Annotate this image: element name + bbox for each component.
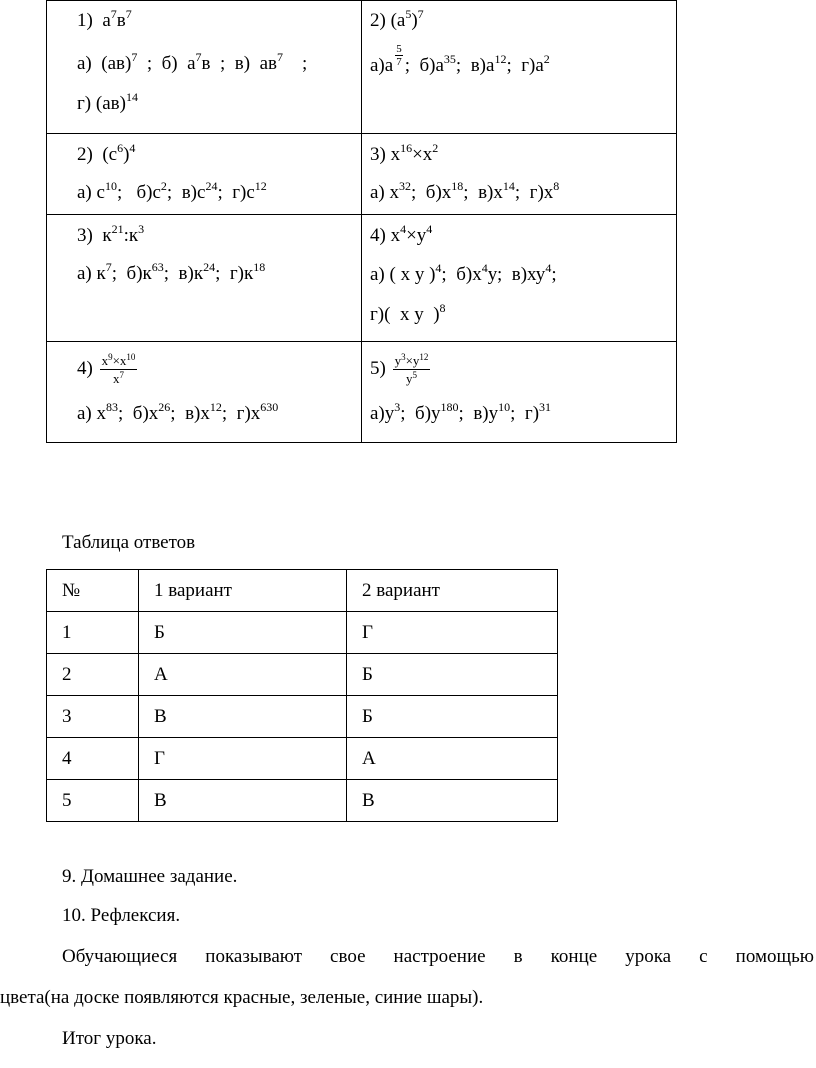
task-cell bbox=[362, 342, 677, 443]
table-row bbox=[47, 738, 558, 780]
task-cell bbox=[47, 215, 362, 342]
cell-variant-2: В bbox=[347, 780, 558, 822]
table-row bbox=[47, 654, 558, 696]
task-cell bbox=[47, 134, 362, 215]
task-row bbox=[47, 134, 677, 215]
task-row bbox=[47, 342, 677, 443]
task-table bbox=[46, 0, 677, 443]
task-cell bbox=[362, 134, 677, 215]
task-cell bbox=[362, 1, 677, 134]
reflection-text-line-2: цвета(на доске появляются красные, зеленые, синие шары). bbox=[0, 987, 484, 1008]
task-options: а) (ав)$^7$ ; б) $а^7в$ ; в) $ав^7$ ; bbox=[77, 49, 308, 74]
column-header-variant-2: 2 вариант bbox=[347, 570, 558, 612]
homework-heading: 9. Домашнее задание. bbox=[62, 866, 238, 887]
cell-number: 5 bbox=[47, 780, 139, 822]
table-header-row bbox=[47, 570, 558, 612]
task-cell bbox=[47, 342, 362, 443]
fraction: $\frac{5}{7}$ bbox=[396, 43, 402, 68]
task-question: 1) $а^7в^7$ bbox=[77, 6, 132, 31]
task-cell bbox=[362, 215, 677, 342]
column-header-variant-1: 1 вариант bbox=[139, 570, 347, 612]
task-options: $а)у^3$; $б)у^{180}$; $в)у^{10}$; г)$^{31}$ bbox=[370, 399, 552, 424]
cell-variant-2: Б bbox=[347, 696, 558, 738]
cell-number: 4 bbox=[47, 738, 139, 780]
reflection-text-line-1: Обучающиеся показывают свое настроение в конце урока с помощью bbox=[62, 946, 814, 967]
fraction: $\frac{у^3\times у^{12}}{у^5}$ bbox=[394, 351, 429, 387]
cell-variant-1: В bbox=[139, 780, 347, 822]
task-options: а) $х^{32}$; $б)х^{18}$; $в)х^{14}$; $г)х^8$ bbox=[370, 178, 560, 203]
task-row bbox=[47, 1, 677, 134]
table-row bbox=[47, 780, 558, 822]
cell-variant-1: В bbox=[139, 696, 347, 738]
cell-variant-1: Б bbox=[139, 612, 347, 654]
task-options: а) $х^{83}$; $б)х^{26}$; $в)х^{12}$; $г)х^{630}$ bbox=[77, 399, 279, 424]
task-options: г)( х у )$^8$ bbox=[370, 300, 446, 325]
lesson-summary: Итог урока. bbox=[62, 1028, 157, 1049]
task-options: а) $с^{10}$; $б)с^2$; $в)с^{24}$; $г)с^{12}$ bbox=[77, 178, 267, 203]
table-row bbox=[47, 696, 558, 738]
task-options: г) (ав)$^{14}$ bbox=[77, 89, 138, 114]
task-question: 4) $х^4\times у^4$ bbox=[370, 221, 433, 246]
task-options: а) ( х у )$^4$; $б)х^4у$; $в)ху^4$; bbox=[370, 260, 557, 285]
reflection-heading: 10. Рефлексия. bbox=[62, 905, 181, 926]
cell-number: 3 bbox=[47, 696, 139, 738]
cell-number: 1 bbox=[47, 612, 139, 654]
cell-variant-1: Г bbox=[139, 738, 347, 780]
task-question: 3) $х^{16}\times х^2$ bbox=[370, 140, 439, 165]
task-cell bbox=[47, 1, 362, 134]
task-options: а) $к^7$; $б)к^{63}$; $в)к^{24}$; $г)к^{18}$ bbox=[77, 259, 266, 284]
cell-number: 2 bbox=[47, 654, 139, 696]
task-question: 5) $\frac{у^3\times у^{12}}{у^5}$ bbox=[370, 351, 429, 387]
answer-table bbox=[46, 569, 558, 822]
task-question: 4) $\frac{х^9\times х^{10}}{х^7}$ bbox=[77, 351, 136, 387]
answers-title: Таблица ответов bbox=[62, 532, 196, 553]
cell-variant-2: Г bbox=[347, 612, 558, 654]
task-question: 3) $к^{21}:к^3$ bbox=[77, 221, 145, 246]
task-options: а)а $\frac{5}{7}$ ; $б)а^{35}$; $в)а^{12}$; $г)а^2$ bbox=[370, 43, 550, 76]
task-question: 2) $(с^6)^4$ bbox=[77, 140, 136, 165]
column-header-number: № bbox=[47, 570, 139, 612]
fraction: $\frac{х^9\times х^{10}}{х^7}$ bbox=[101, 351, 136, 387]
task-question: 2) $(а^5)^7$ bbox=[370, 6, 424, 31]
cell-variant-2: А bbox=[347, 738, 558, 780]
cell-variant-1: А bbox=[139, 654, 347, 696]
table-row bbox=[47, 612, 558, 654]
cell-variant-2: Б bbox=[347, 654, 558, 696]
task-row bbox=[47, 215, 677, 342]
